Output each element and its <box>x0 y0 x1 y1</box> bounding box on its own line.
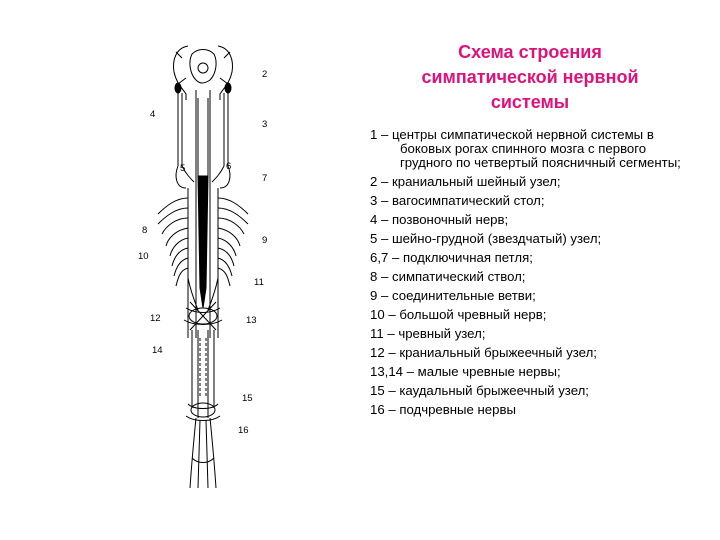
nervous-system-diagram <box>136 38 270 500</box>
hypogastric-nerves <box>190 418 216 488</box>
ribs-left <box>158 198 188 286</box>
figure-label-15: 15 <box>242 393 253 404</box>
figure-label-10: 10 <box>138 251 149 262</box>
ribs-right <box>218 198 248 286</box>
caudal-mesenteric-ganglion <box>186 403 220 421</box>
figure-label-2: 2 <box>262 69 268 80</box>
legend-item-4: 4 – позвоночный нерв; <box>370 212 509 227</box>
figure-label-7: 7 <box>262 173 268 184</box>
legend-item-8: 9 – соединительные ветви; <box>370 288 536 303</box>
title-line-3: системы <box>490 92 570 112</box>
legend-item-9: 10 – большой чревный нерв; <box>370 307 547 322</box>
title-line-1: Схема строения <box>458 42 602 62</box>
legend-item-7: 8 – симпатический ствол; <box>370 269 526 284</box>
figure-label-5: 5 <box>180 163 186 174</box>
legend-item-13: 15 – каудальный брыжеечный узел; <box>370 383 589 398</box>
slide-title <box>380 40 680 115</box>
legend-item-10: 11 – чревный узел; <box>370 326 486 341</box>
legend-item-11: 12 – краниальный брыжеечный узел; <box>370 345 597 360</box>
figure-label-4: 4 <box>150 109 156 120</box>
legend-list <box>370 128 690 422</box>
legend-item-14: 16 – подчревные нервы <box>370 402 516 417</box>
figure-label-3: 3 <box>262 119 268 130</box>
figure-label-6: 6 <box>226 161 232 172</box>
legend-item-12: 13,14 – малые чревные нервы; <box>370 364 561 379</box>
legend-item-5: 5 – шейно-грудной (звездчатый) узел; <box>370 231 602 246</box>
diagram-svg <box>136 38 270 500</box>
figure-label-12: 12 <box>150 313 161 324</box>
sympathetic-centers <box>198 176 208 308</box>
figure-label-13: 13 <box>246 315 257 326</box>
legend-item-1: 1 – центры симпатической нервной системы в боковых рогах спинного мозга с первого грудного по четвертый поясничный сегменты; <box>370 127 681 170</box>
legend-item-2: 2 – краниальный шейный узел; <box>370 174 561 189</box>
figure-label-16: 16 <box>238 425 249 436</box>
title-line-2: симпатической нервной <box>421 67 639 87</box>
figure-label-8: 8 <box>142 225 148 236</box>
brain-inner <box>190 50 216 84</box>
figure-label-14: 14 <box>152 345 163 356</box>
figure-label-9: 9 <box>262 235 268 246</box>
cranial-cervical-ganglion-right <box>225 83 231 93</box>
vagosympathetic-trunk-right <box>224 93 228 166</box>
legend-item-3: 3 – вагосимпатический стол; <box>370 193 545 208</box>
cranial-cervical-ganglion-left <box>175 83 181 93</box>
legend-item-6: 6,7 – подключичная петля; <box>370 250 533 265</box>
vagosympathetic-trunk-left <box>178 93 182 166</box>
figure-label-11: 11 <box>254 277 264 288</box>
